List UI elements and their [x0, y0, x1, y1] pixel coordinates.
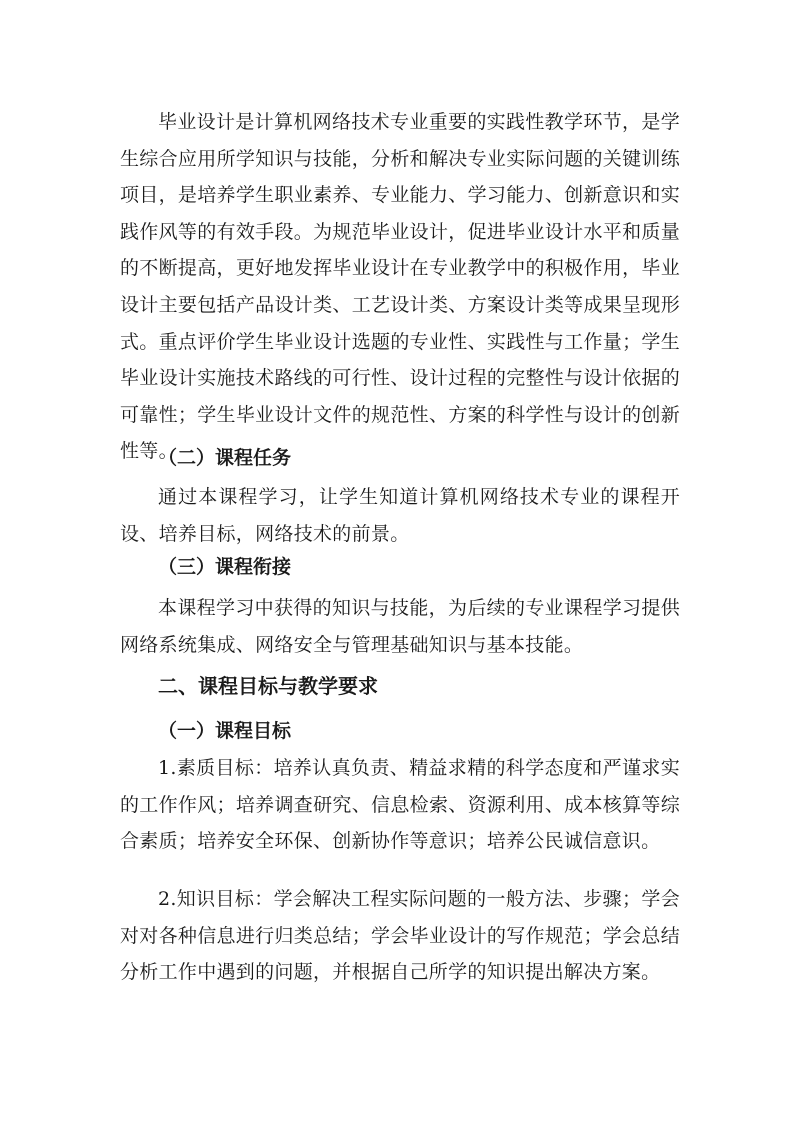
heading-course-link: （三）课程衔接: [158, 556, 292, 578]
knowledge-goal-paragraph: 2.知识目标：学会解决工程实际问题的一般方法、步骤；学会对对各种信息进行归类总结；学会毕业设计的写作规范；学会总结分析工作中遇到的问题，并根据自己所学的知识提出解决方案。: [120, 888, 680, 984]
course-task-paragraph: 通过本课程学习，让学生知道计算机网络技术专业的课程开设、培养目标，网络技术的前景。: [120, 486, 680, 545]
intro-paragraph: 毕业设计是计算机网络技术专业重要的实践性教学环节，是学生综合应用所学知识与技能，分析和解决专业实际问题的关键训练项目，是培养学生职业素养、专业能力、学习能力、创新意识和实践作风等的有效手段。为规范毕业设计，促进毕业设计水平和质量的不断提高，更好地发挥毕业设计在专业教学中的积极作用，毕业设计主要包括产品设计类、工艺设计类、方案设计类等成果呈现形式。重点评价学生毕业设计选题的专业性、实践性与工作量；学生毕业设计实施技术路线的可行性、设计过程的完整性与设计依据的可靠性；学生毕业设计文件的规范性、方案的科学性与设计的创新性等。: [120, 111, 680, 463]
quality-goal-paragraph: 1.素质目标：培养认真负责、精益求精的科学态度和严谨求实的工作作风；培养调查研究、信息检索、资源利用、成本核算等综合素质；培养安全环保、创新协作等意识；培养公民诚信意识。: [120, 757, 680, 853]
course-link-paragraph: 本课程学习中获得的知识与技能，为后续的专业课程学习提供网络系统集成、网络安全与管理基础知识与基本技能。: [120, 597, 680, 656]
section-heading-goals-requirements: 二、课程目标与教学要求: [158, 674, 378, 698]
heading-course-goals: （一）课程目标: [158, 720, 292, 742]
heading-course-task: （二）课程任务: [158, 447, 292, 469]
